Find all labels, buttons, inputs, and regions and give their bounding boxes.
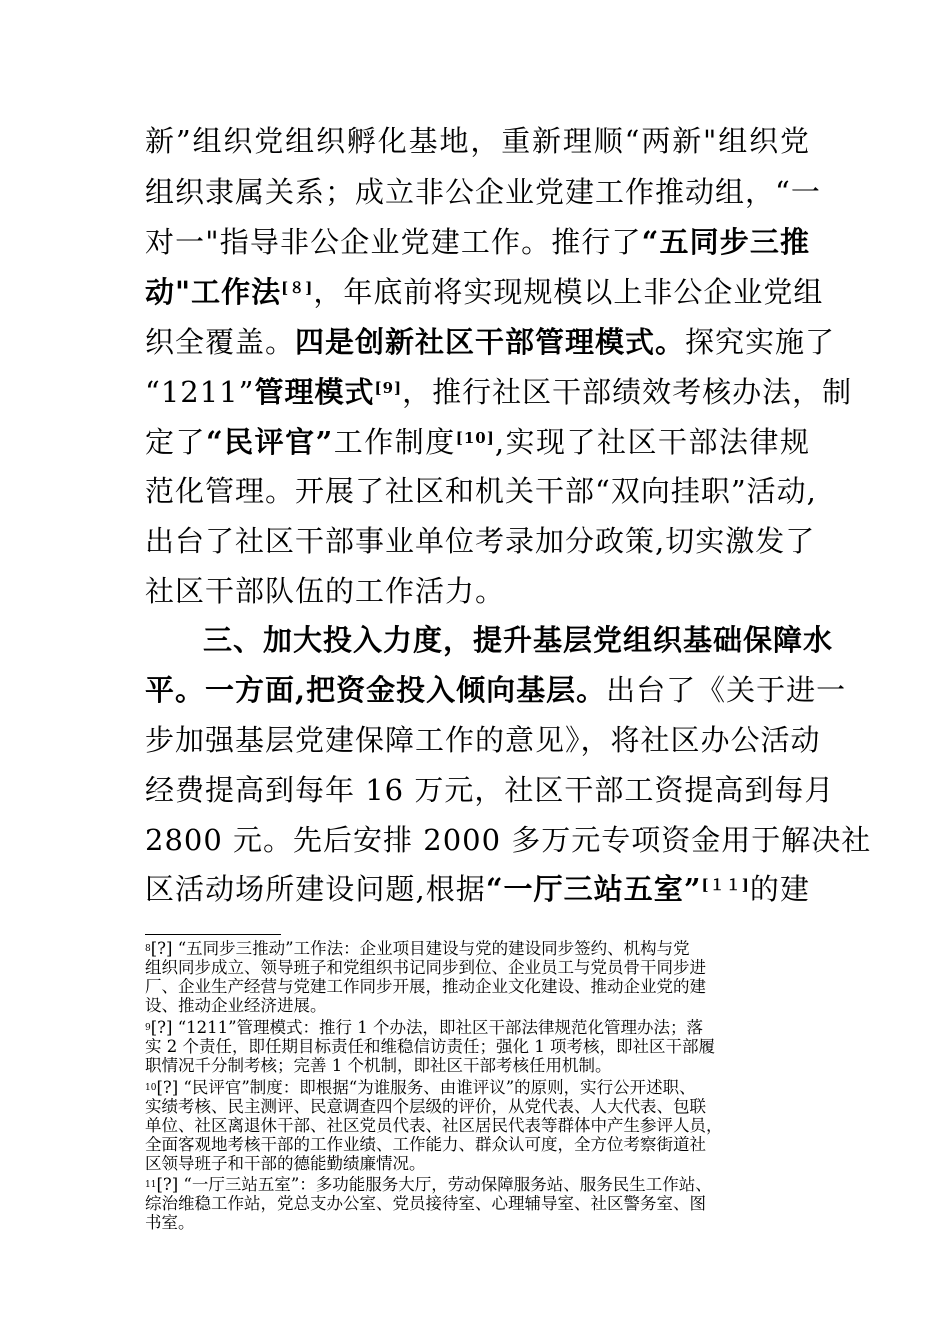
footnote-text: [?] “五同步三推动”工作法：企业项目建设与党的建设同步签约、机构与党 [150, 939, 690, 958]
text-span: 区活动场所建设问题,根据 [145, 872, 486, 906]
footnote-text: 书室。 [145, 1213, 195, 1232]
text-span: 出台了《关于进一 [606, 673, 847, 707]
footnote-text: 厂、企业生产经营与党建工作同步开展，推动企业文化建设、推动企业党的建 [145, 977, 706, 996]
footnote-text: 综治维稳工作站，党总支办公室、党员接待室、心理辅导室、社区警务室、图 [145, 1194, 706, 1213]
body-line [145, 121, 810, 161]
text-span: 对一"指导非公企业党建工作。推行了 [145, 225, 642, 259]
body-line [145, 720, 821, 760]
bold-text: 四是创新社区干部管理模式。 [295, 325, 686, 359]
text-span: 织全覆盖。 [145, 325, 296, 359]
body-line [145, 422, 810, 462]
footnote-number: 9 [145, 1023, 151, 1033]
text-span: 定了 [145, 425, 206, 459]
body-line [145, 322, 836, 362]
footnote-text: [?] “民评官”制度：即根据“为谁服务、由谁评议”的原则，实行公开述职、 [156, 1078, 696, 1097]
body-line [145, 471, 817, 511]
footnote-ref: [9] [374, 379, 403, 397]
text-span: 出台了社区干部事业单位考录加分政策,切实激发了 [145, 524, 816, 558]
text-span: 社区干部队伍的工作活力。 [145, 574, 506, 608]
bold-text: “五同步三推 [641, 225, 810, 259]
footnote-ref: [８] [281, 279, 314, 297]
text-span: 组织隶属关系；成立非公企业党建工作推动组，“一 [145, 175, 821, 209]
footnote-number: 8 [145, 944, 151, 954]
text-span: 的建 [749, 872, 810, 906]
text-span: 探究实施了 [685, 325, 836, 359]
bold-text: 平。一方面,把资金投入倾向基层。 [145, 673, 607, 707]
bold-text: 管理模式 [254, 375, 375, 409]
footnote-line [145, 959, 810, 977]
footnote-line [145, 997, 810, 1015]
body-line [145, 172, 821, 212]
bold-text: “民评官” [205, 425, 334, 459]
text-span: 经费提高到每年 16 万元，社区干部工资提高到每月 [145, 773, 835, 807]
footnote-line [145, 1214, 810, 1232]
footnote-line [145, 1176, 810, 1194]
footnote-line [145, 1057, 810, 1075]
footnote-line [145, 1019, 810, 1037]
footnote-line [145, 978, 810, 996]
footnote-text: [?] “一厅三站五室”：多功能服务大厅，劳动保障服务站、服务民生工作站、 [156, 1175, 712, 1194]
text-span: “1211” [145, 375, 255, 409]
footnote-number: 11 [145, 1180, 157, 1190]
footnote-line [145, 1155, 810, 1173]
body-line [145, 770, 835, 810]
body-line [145, 571, 810, 611]
text-span: 范化管理。开展了社区和机关干部“双向挂职”活动, [145, 474, 817, 508]
text-span: 2800 元。先后安排 2000 多万元专项资金用于解决社 [145, 823, 872, 857]
bold-text: 动"工作法 [145, 275, 282, 309]
footnote-text: 设、推动企业经济进展。 [145, 996, 327, 1015]
footnote-line [145, 1195, 810, 1213]
text-span: ,实现了社区干部法律规 [494, 425, 810, 459]
body-line [145, 222, 810, 262]
footnote-line [145, 1079, 810, 1097]
footnote-text: 单位、社区离退休干部、社区党员代表、社区居民代表等群体中产生参评人员， [145, 1116, 723, 1135]
text-span: 新”组织党组织孵化基地，重新理顺“两新"组织党 [145, 124, 810, 158]
footnote-text: 区领导班子和干部的德能勤绩廉情况。 [145, 1154, 426, 1173]
body-line [145, 869, 810, 909]
footnote-text: 实绩考核、民主测评、民意调查四个层级的评价，从党代表、人大代表、包联 [145, 1097, 706, 1116]
footnote-ref: [１１] [701, 876, 750, 894]
text-span: 工作制度 [333, 425, 456, 459]
footnote-text: [?] “1211”管理模式：推行 1 个办法，即社区干部法律规范化管理办法；落 [150, 1018, 704, 1037]
body-line [203, 620, 834, 660]
text-span: ，推行社区干部绩效考核办法，制 [402, 375, 853, 409]
footnote-line [145, 1136, 810, 1154]
body-line [145, 820, 872, 860]
footnote-line [145, 940, 810, 958]
footnote-ref: [10] [455, 429, 495, 447]
text-span: ，年底前将实现规模以上非公企业党组 [313, 275, 824, 309]
footnote-text: 组织同步成立、领导班子和党组织书记同步到位、企业员工与党员骨干同步进 [145, 958, 706, 977]
text-span: 步加强基层党建保障工作的意见》，将社区办公活动 [145, 723, 821, 757]
body-line [145, 372, 853, 412]
bold-text: “一厅三站五室” [485, 872, 702, 906]
body-line [145, 670, 847, 710]
bold-text: 三、加大投入力度，提升基层党组织基础保障水 [203, 623, 834, 657]
footnote-line [145, 1038, 810, 1056]
footnote-number: 10 [145, 1083, 157, 1093]
footnote-divider [145, 934, 281, 935]
footnote-line [145, 1098, 810, 1116]
body-line [145, 521, 816, 561]
footnote-line [145, 1117, 810, 1135]
footnote-text: 全面客观地考核干部的工作业绩、工作能力、群众认可度，全方位考察街道社 [145, 1135, 706, 1154]
footnote-text: 实 2 个责任，即任期目标责任和维稳信访责任；强化 1 项考核，即社区干部履 [145, 1037, 715, 1056]
footnote-text: 职情况千分制考核；完善 1 个机制，即社区干部考核任用机制。 [145, 1056, 612, 1075]
body-line [145, 272, 824, 312]
